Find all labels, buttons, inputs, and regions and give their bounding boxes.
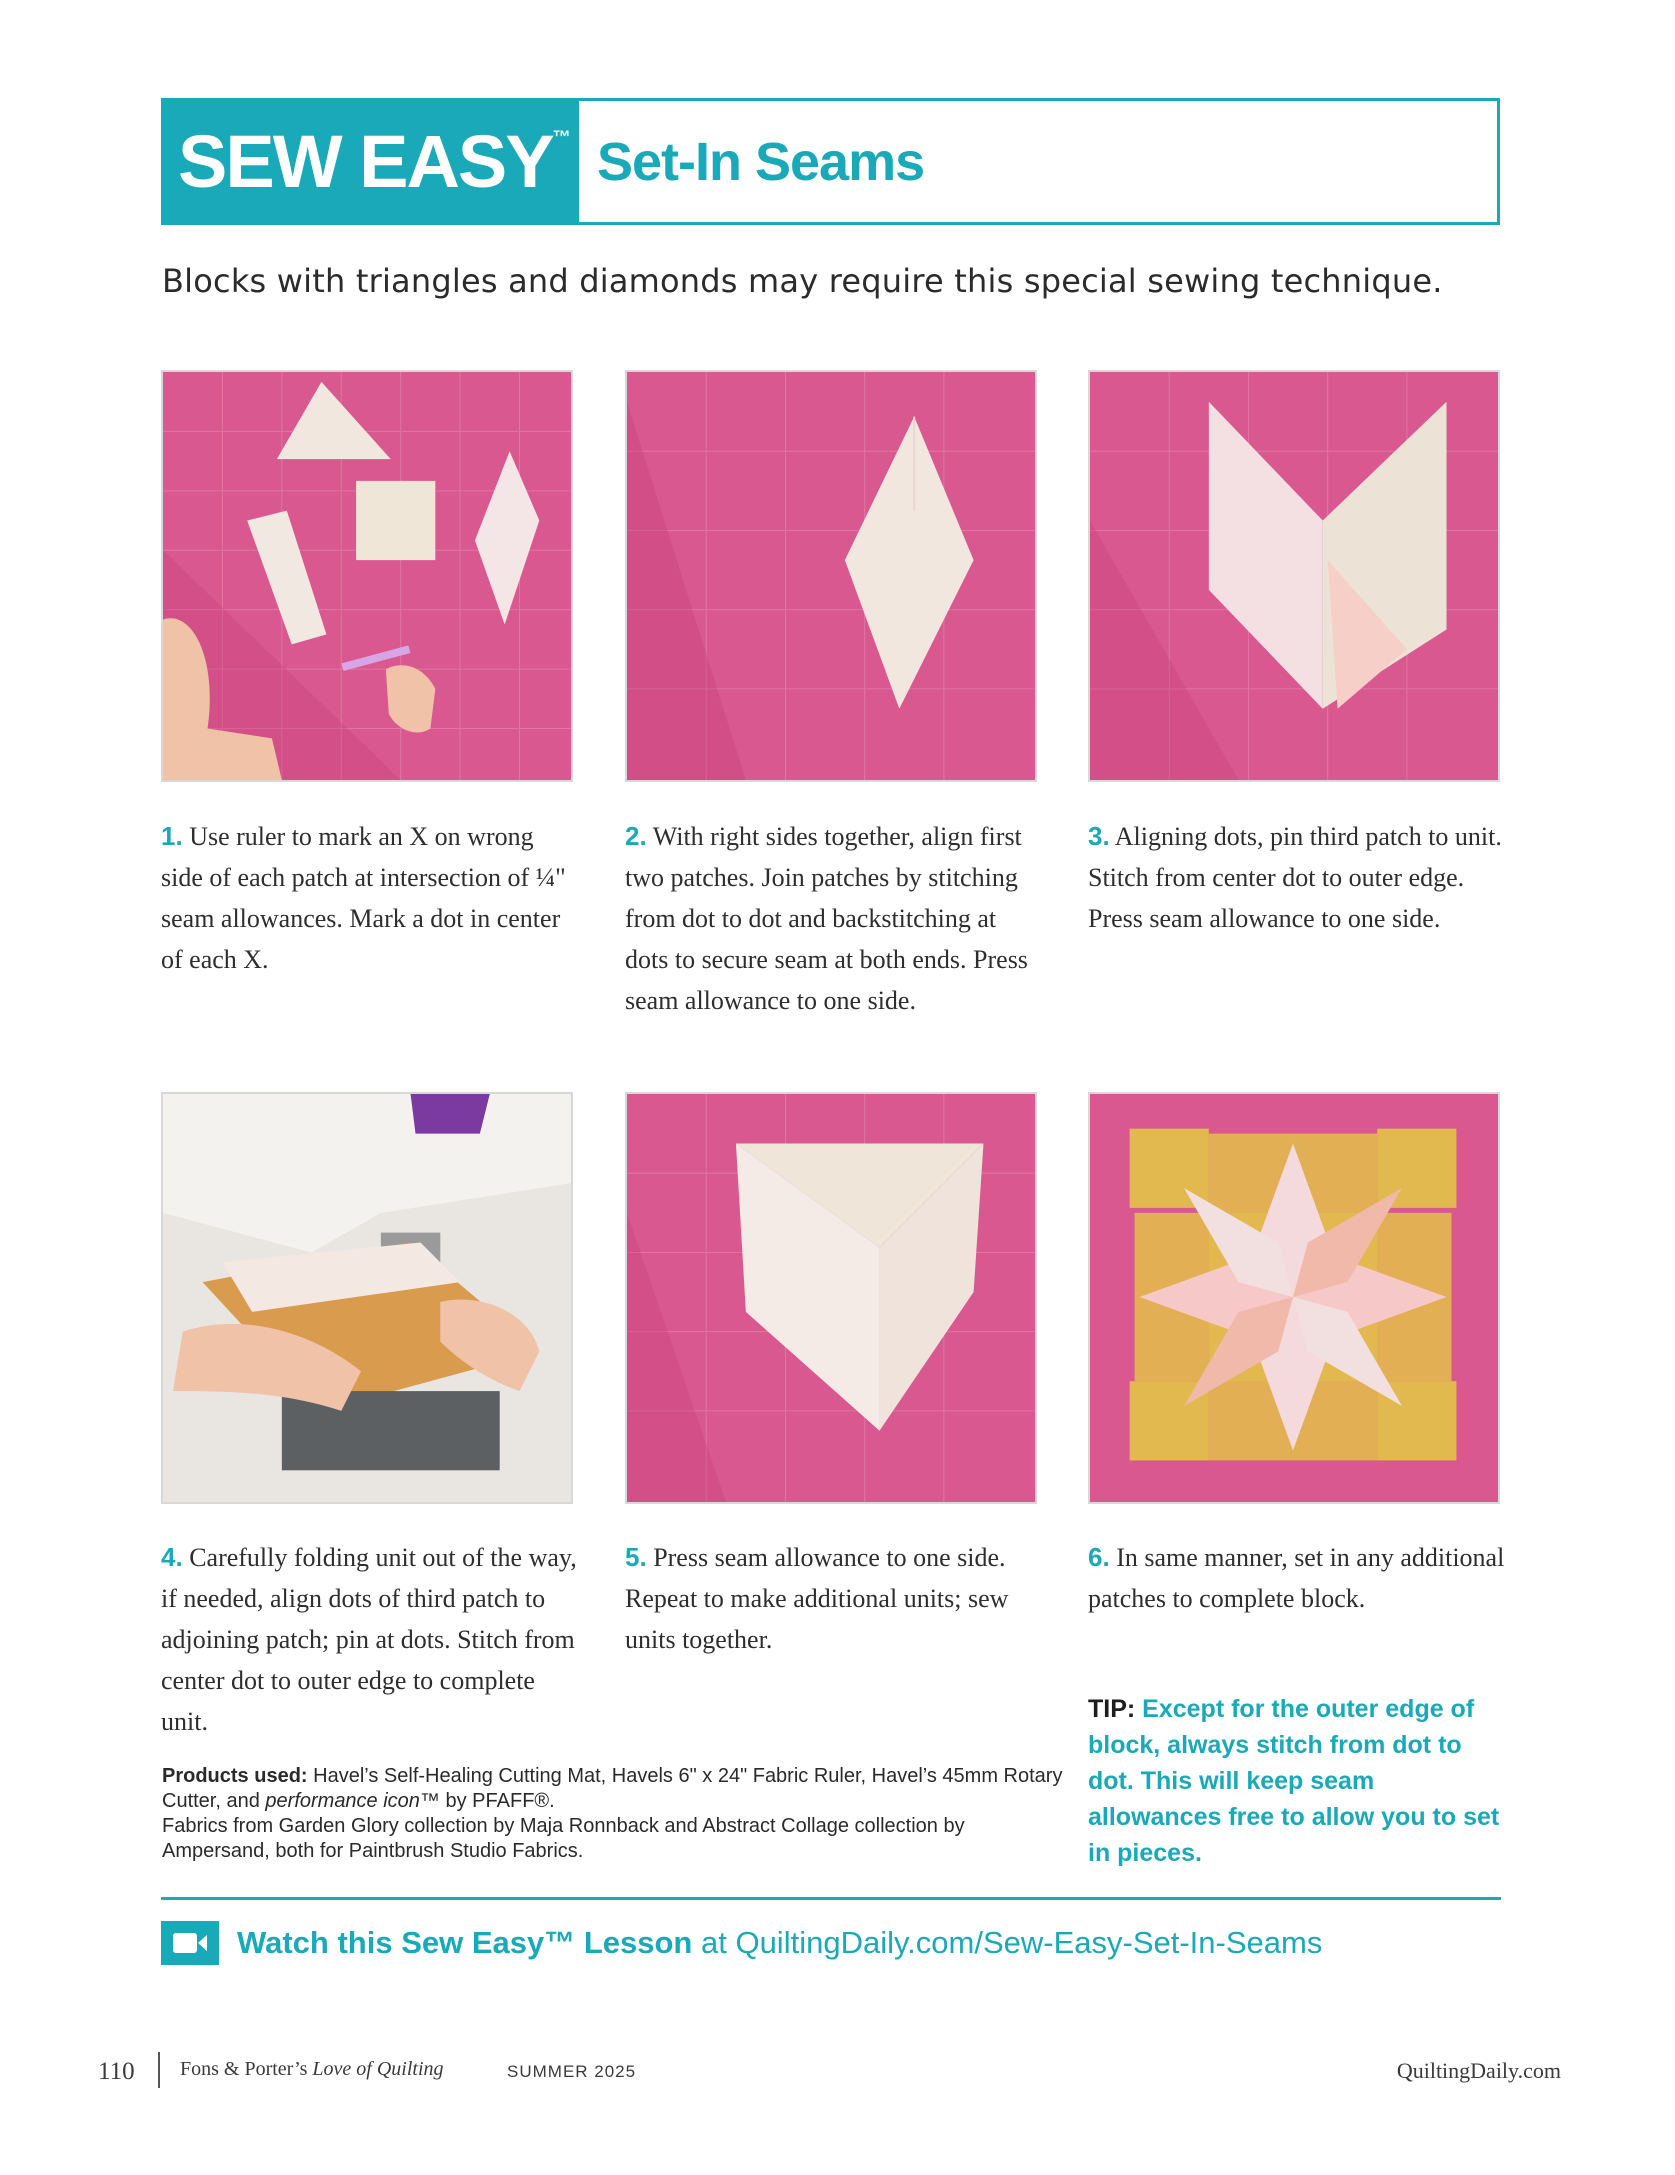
tip-box: TIP: Except for the outer edge of block, always stitch from dot to dot. This will keep seam allowances free to allow you to set in pieces. <box>1088 1695 1500 1867</box>
step-3: 3. Aligning dots, pin third patch to unit. Stitch from center dot to outer edge. Press seam allowance to one side. <box>1088 821 1502 933</box>
site-url: QuiltingDaily.com <box>1396 2058 1561 2083</box>
brand-block <box>164 101 579 222</box>
photo-step-5 <box>625 1092 1037 1504</box>
brand-name: SEW EASY™ <box>178 120 571 203</box>
photo-step-6 <box>1088 1092 1500 1504</box>
video-camera-icon <box>161 1921 219 1965</box>
step-1: 1. Use ruler to mark an X on wrong side of each patch at intersection of ¼" seam allowances. Mark a dot in center of each X. <box>161 821 566 974</box>
step-6: 6. In same manner, set in any additional patches to complete block. <box>1088 1542 1505 1613</box>
watch-link[interactable]: Watch this Sew Easy™ Lesson at QuiltingDaily.com/Sew-Easy-Set-In-Seams <box>237 1925 1323 1960</box>
photo-step-1 <box>161 370 573 782</box>
publication-name: Fons & Porter’s Love of Quilting <box>180 2058 444 2080</box>
divider <box>161 1897 1501 1900</box>
step-5: 5. Press seam allowance to one side. Repeat to make additional units; sew units together. <box>625 1542 1009 1654</box>
photo-step-2 <box>625 370 1037 782</box>
intro-text: Blocks with triangles and diamonds may require this special sewing technique. <box>162 262 1443 300</box>
page-title: Set-In Seams <box>597 131 925 192</box>
step-4: 4. Carefully folding unit out of the way, if needed, align dots of third patch to adjoining patch; pin at dots. Stitch from center dot to outer edge to complete unit. <box>161 1542 577 1736</box>
issue-label: SUMMER 2025 <box>507 2062 637 2081</box>
watch-lesson[interactable] <box>161 1918 1322 1968</box>
header-banner <box>161 98 1500 225</box>
step-2: 2. With right sides together, align first two patches. Join patches by stitching from dot to dot and backstitching at dots to secure seam at both ends. Press seam allowance to one side. <box>625 821 1028 1015</box>
products-used: Products used: Havel’s Self-Healing Cutting Mat, Havels 6" x 24" Fabric Ruler, Havel’s 45mm Rotary Cutter, and performance icon™ by PFAFF®. Fabrics from Garden Glory collection by Maja Ronnback and Abstract Collage collection by Ampersand, both for Paintbrush Studio Fabrics. <box>162 1765 1063 1862</box>
page-number: 110 <box>98 2058 135 2085</box>
footer-divider <box>158 2052 160 2088</box>
photo-step-4 <box>161 1092 573 1504</box>
title-block <box>579 101 924 222</box>
photo-step-3 <box>1088 370 1500 782</box>
